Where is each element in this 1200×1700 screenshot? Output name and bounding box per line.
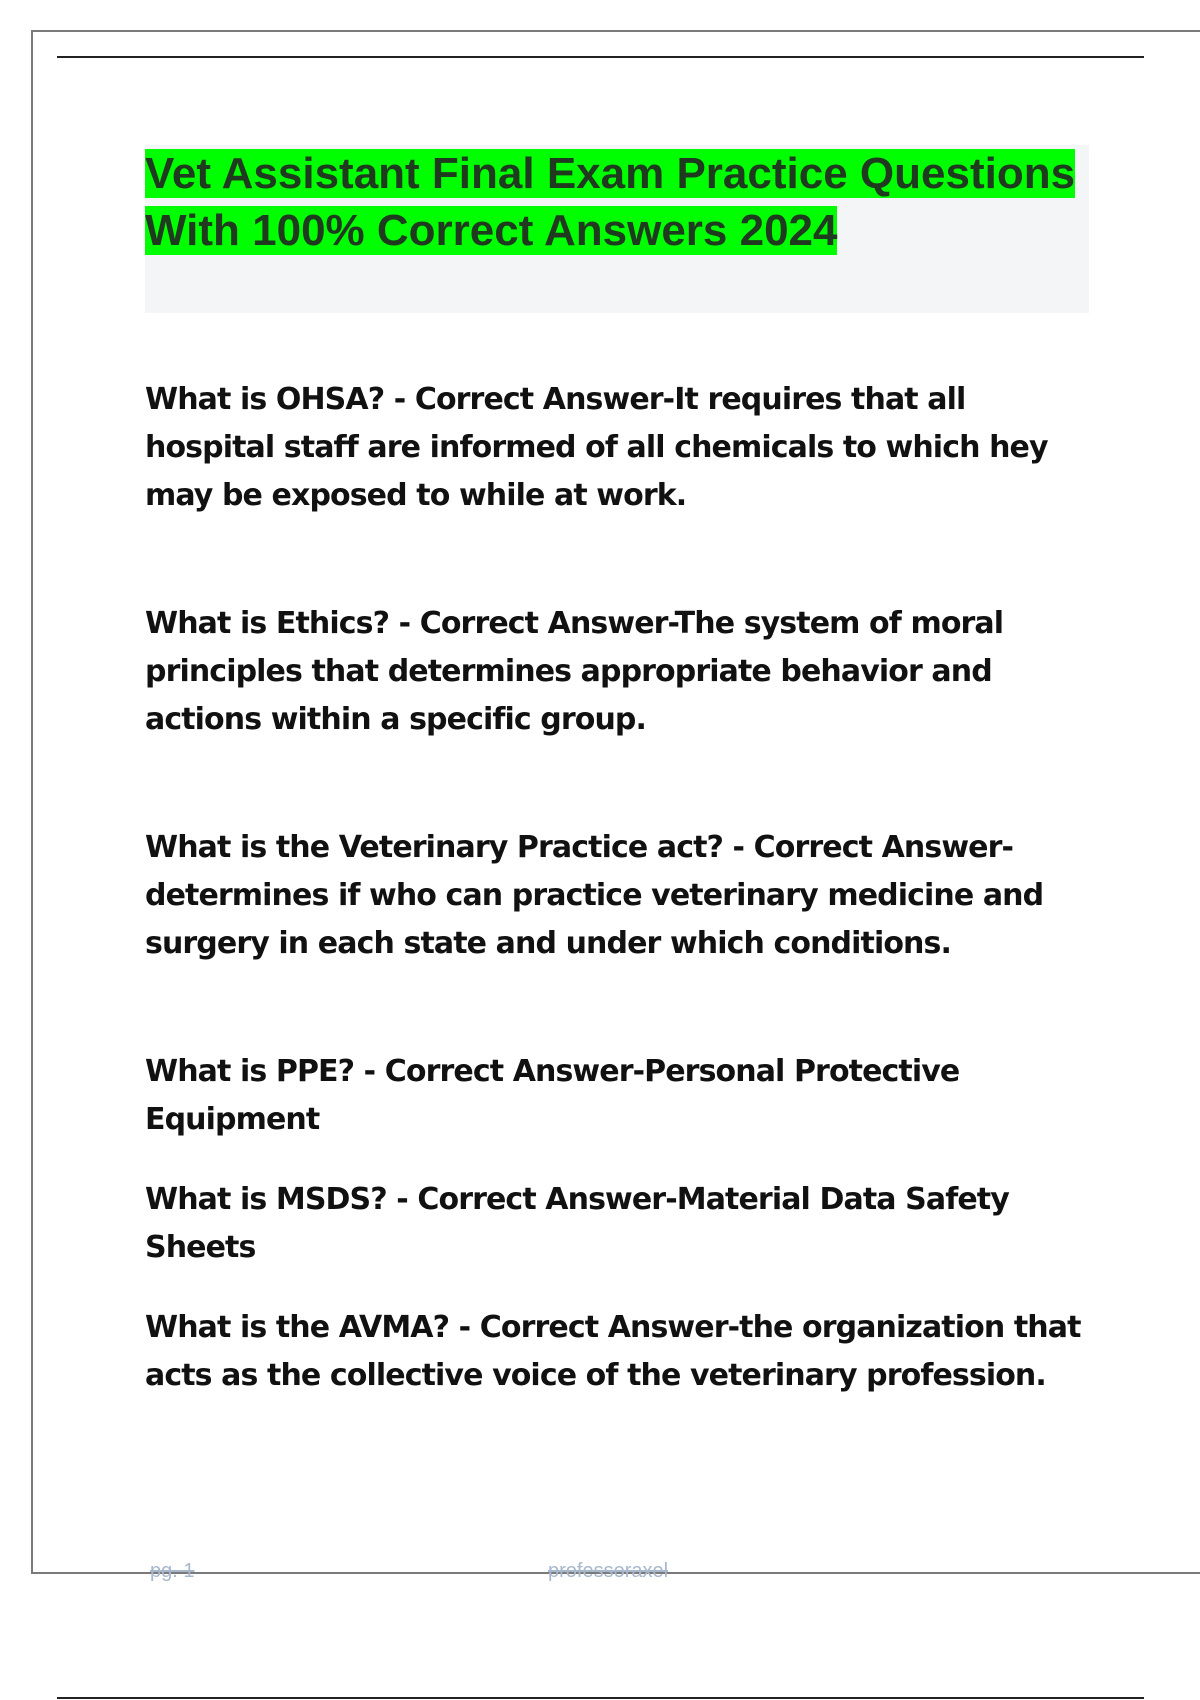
qa-item-ethics: What is Ethics? - Correct Answer-The system of moral principles that determines appropriate behavior and actions within a specific group. (145, 606, 1004, 737)
qa-item-ohsa: What is OHSA? - Correct Answer-It requires that all hospital staff are informed of all chemicals to which hey may be exposed to while at work. (145, 382, 1048, 513)
qa-item-ppe: What is PPE? - Correct Answer-Personal Protective Equipment (145, 1054, 960, 1137)
document-title (145, 145, 1089, 259)
qa-item-avma: What is the AVMA? - Correct Answer-the organization that acts as the collective voice of the veterinary profession. (145, 1310, 1081, 1393)
title-block (145, 145, 1089, 313)
qa-item-practice-act: What is the Veterinary Practice act? - Correct Answer-determines if who can practice veterinary medicine and surgery in each state and under which conditions. (145, 830, 1044, 961)
footer-rule (57, 1697, 1144, 1699)
footer-author: professoraxel (548, 1560, 669, 1582)
header-rule (57, 56, 1144, 58)
qa-item-msds: What is MSDS? - Correct Answer-Material Data Safety Sheets (145, 1182, 1009, 1265)
title-highlight: Vet Assistant Final Exam Practice Questions With 100% Correct Answers 2024 (145, 149, 1076, 255)
footer-page-number: pg. 1 (150, 1560, 195, 1582)
